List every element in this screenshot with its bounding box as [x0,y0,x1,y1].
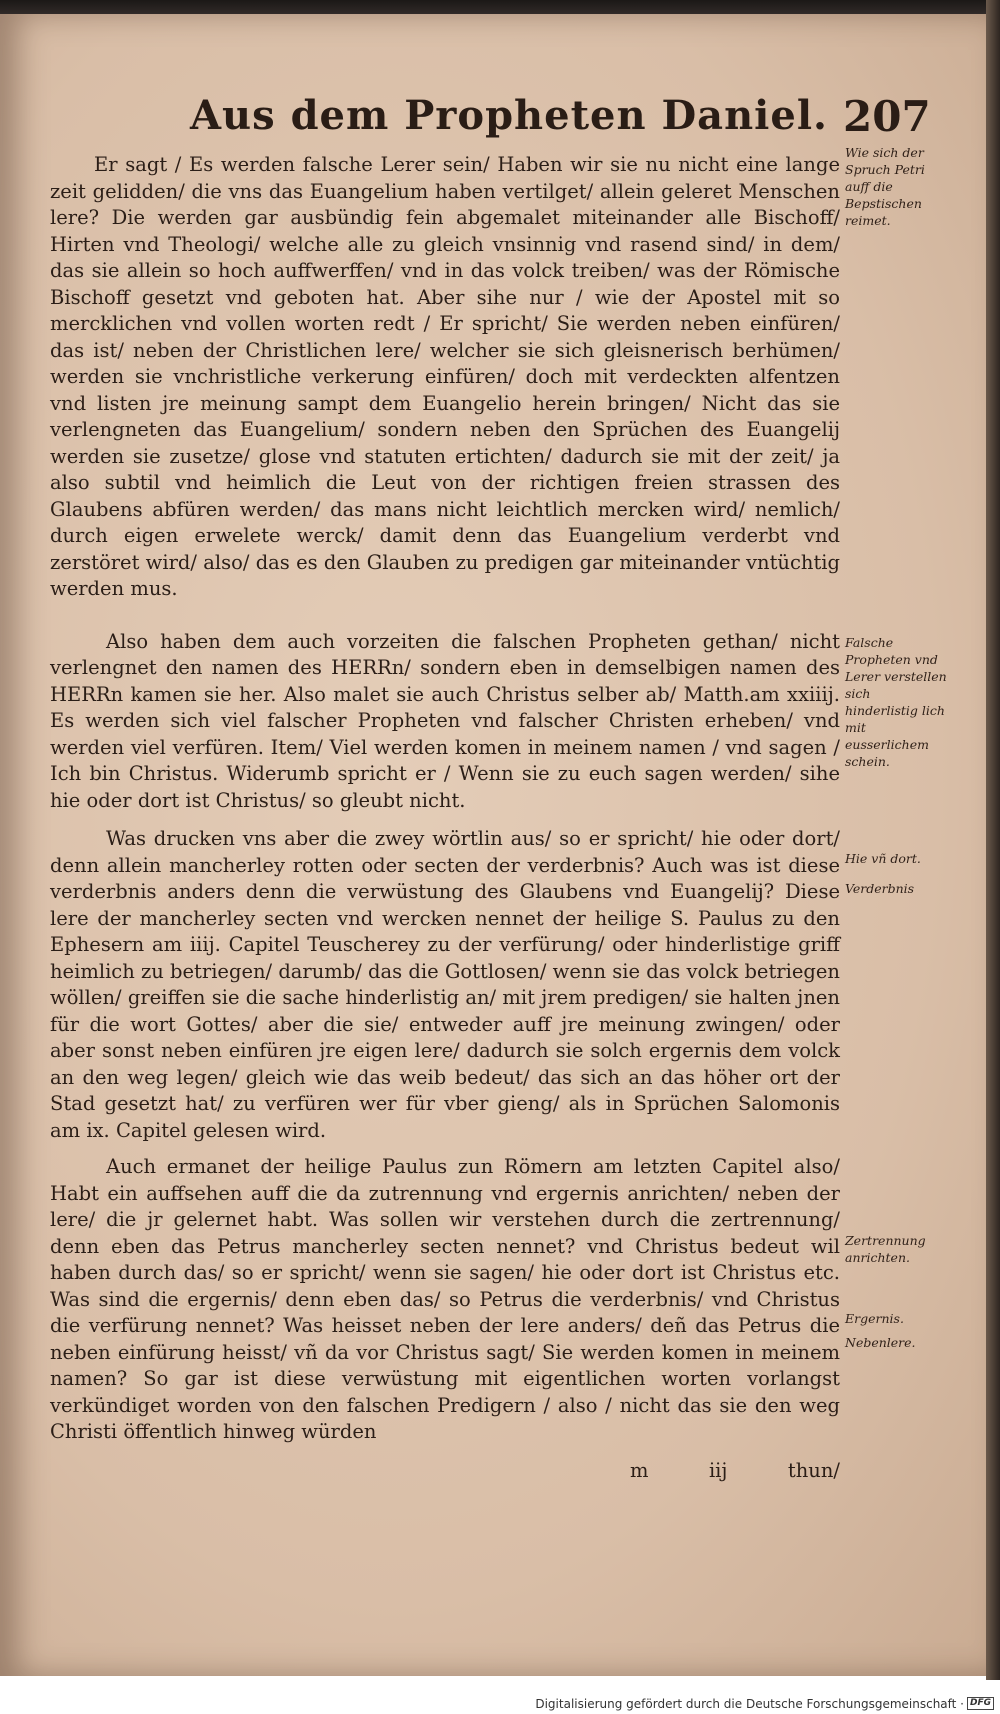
margin-note-2: Falsche Propheten vnd Lerer verstellen sich hinderlistig lich mit eusserlichem schein. [845,635,947,769]
funding-notice: Digitalisierung gefördert durch die Deutsche Forschungsgemeinschaft · [535,1697,964,1711]
margin-note-7: Nebenlere. [845,1335,916,1350]
catchword: thun/ [787,1459,840,1482]
dfg-logo-icon: DFG [967,1697,994,1710]
signature-mark: m [630,1459,649,1482]
footer-bar [0,1694,1000,1714]
paragraph-4: Auch ermanet der heilige Paulus zun Römern am letzten Capitel also/ Habt ein auffsehen auff die da zutrennung vnd ergernis anrichten/ neben der lere/ die jr gelernet habt. Was sollen wir verstehen durch die zertrennung/ denn eben das Petrus mancherley secten nennet? vnd Christus bedeut wil haben durch das/ so er spricht/ wenn sie sagen/ hie oder dort ist Christus etc. Was sind die ergernis/ denn eben das/ so Petrus die verderbnis/ vnd Christus die verfürung nennet? Was heisset neben der lere anders/ deñ das Petrus die neben einfürung heisst/ vñ da vor Christus sagt/ Sie werden komen in meinem namen? So gar ist diese verwüstung mit eigentlichen worten vorlangst verkündiget worden von den falschen Predigern / also / nicht das sie den weg Christi öffentlich hinweg würden [50,1155,840,1443]
page-number: 207 [843,92,931,141]
main-text-block [50,152,840,1446]
paragraph-2: Also haben dem auch vorzeiten die falschen Propheten gethan/ nicht verlengnet den namen des HERRn/ sondern eben in demselbigen namen des HERRn kamen sie her. Also malet sie auch Christus selber ab/ Matth.am xxiiij. Es werden sich viel falscher Propheten vnd falscher Christen erheben/ vnd werden viel verfüren. Item/ Viel werden komen in meinem namen / vnd sagen / Ich bin Christus. Widerumb spricht er / Wenn sie zu euch sagen werden/ sihe hie oder dort ist Christus/ so gleubt nicht. [50,629,840,812]
catchword-line [630,1459,840,1482]
page-edge-shadow [986,0,1000,1680]
paragraph-3: Was drucken vns aber die zwey wörtlin aus/ so er spricht/ hie oder dort/ denn allein mancherley rotten oder secten der verderbnis? Auch was ist diese verderbnis anders denn die verwüstung des Glaubens vnd Euangelij? Diese lere der mancherley secten vnd wercken nennet der heilige S. Paulus zu den Ephesern am iiij. Capitel Teuscherey zu der verfürung/ oder hinderlistige griff heimlich zu betriegen/ darumb/ das die Gottlosen/ wenn sie das volck betriegen wöllen/ greiffen sie die sache hinderlistig an/ mit jrem predigen/ sie halten jnen für die wort Gottes/ aber die sie/ entweder auff jre meinung zwingen/ oder aber sonst neben einfüren jre eigen lere/ dadurch sie solch ergernis dem volck an den weg legen/ gleich wie das weib bedeut/ das sich an das höher ort der Stad gesetzt hat/ zu verfüren wer für vber gieng/ als in Sprüchen Salomonis am ix. Capitel gelesen wird. [50,827,840,1142]
margin-note-6: Ergernis. [845,1311,904,1326]
running-head-title: Aus dem Propheten Daniel. [190,92,828,139]
margin-note-4: Verderbnis [845,881,915,896]
book-page [0,14,986,1676]
signature-number: iij [708,1459,728,1482]
paragraph-1: Er sagt / Es werden falsche Lerer sein/ Haben wir sie nu nicht eine lange zeit gelidden/ die vns das Euangelium haben vertilget/ allein geleret Menschen lere? Die werden gar ausbündig fein abgemalet miteinander alle Bischoff/ Hirten vnd Theologi/ welche alle zu gleich vnsinnig vnd rasend sind/ in dem/ das sie allein so hoch auffwerffen/ vnd in das volck treiben/ was der Römische Bischoff gesetzt vnd geboten hat. Aber sihe nur / wie der Apostel mit so mercklichen vnd vollen worten redt / Er spricht/ Sie werden neben einfüren/ das ist/ neben der Christlichen lere/ welcher sie sich gleisnerisch berhümen/ werden sie vnchristliche verkerung einfüren/ doch mit verdeckten alfentzen vnd listen jre meinung sampt dem Euangelio herein bringen/ Nicht das sie verlengneten das Euangelium/ sondern neben den Sprüchen des Euangelij werden sie zusetze/ glose vnd statuten ertichten/ dadurch sie mit der zeit/ ja also subtil vnd heimlich die Leut von der richtigen freien strassen des Glaubens abfüren werden/ das mans nicht leichtlich mercken wird/ nemlich/ durch eigen erwelete werck/ damit denn das Euangelium verderbt vnd zerstöret wird/ also/ das es den Glauben zu predigen gar miteinander vntüchtig werden mus. [50,153,840,600]
margin-note-1: Wie sich der Spruch Petri auff die Bepstischen reimet. [845,145,925,228]
margin-note-5: Zertrennung anrichten. [845,1233,926,1265]
margin-note-3: Hie vñ dort. [845,851,921,866]
